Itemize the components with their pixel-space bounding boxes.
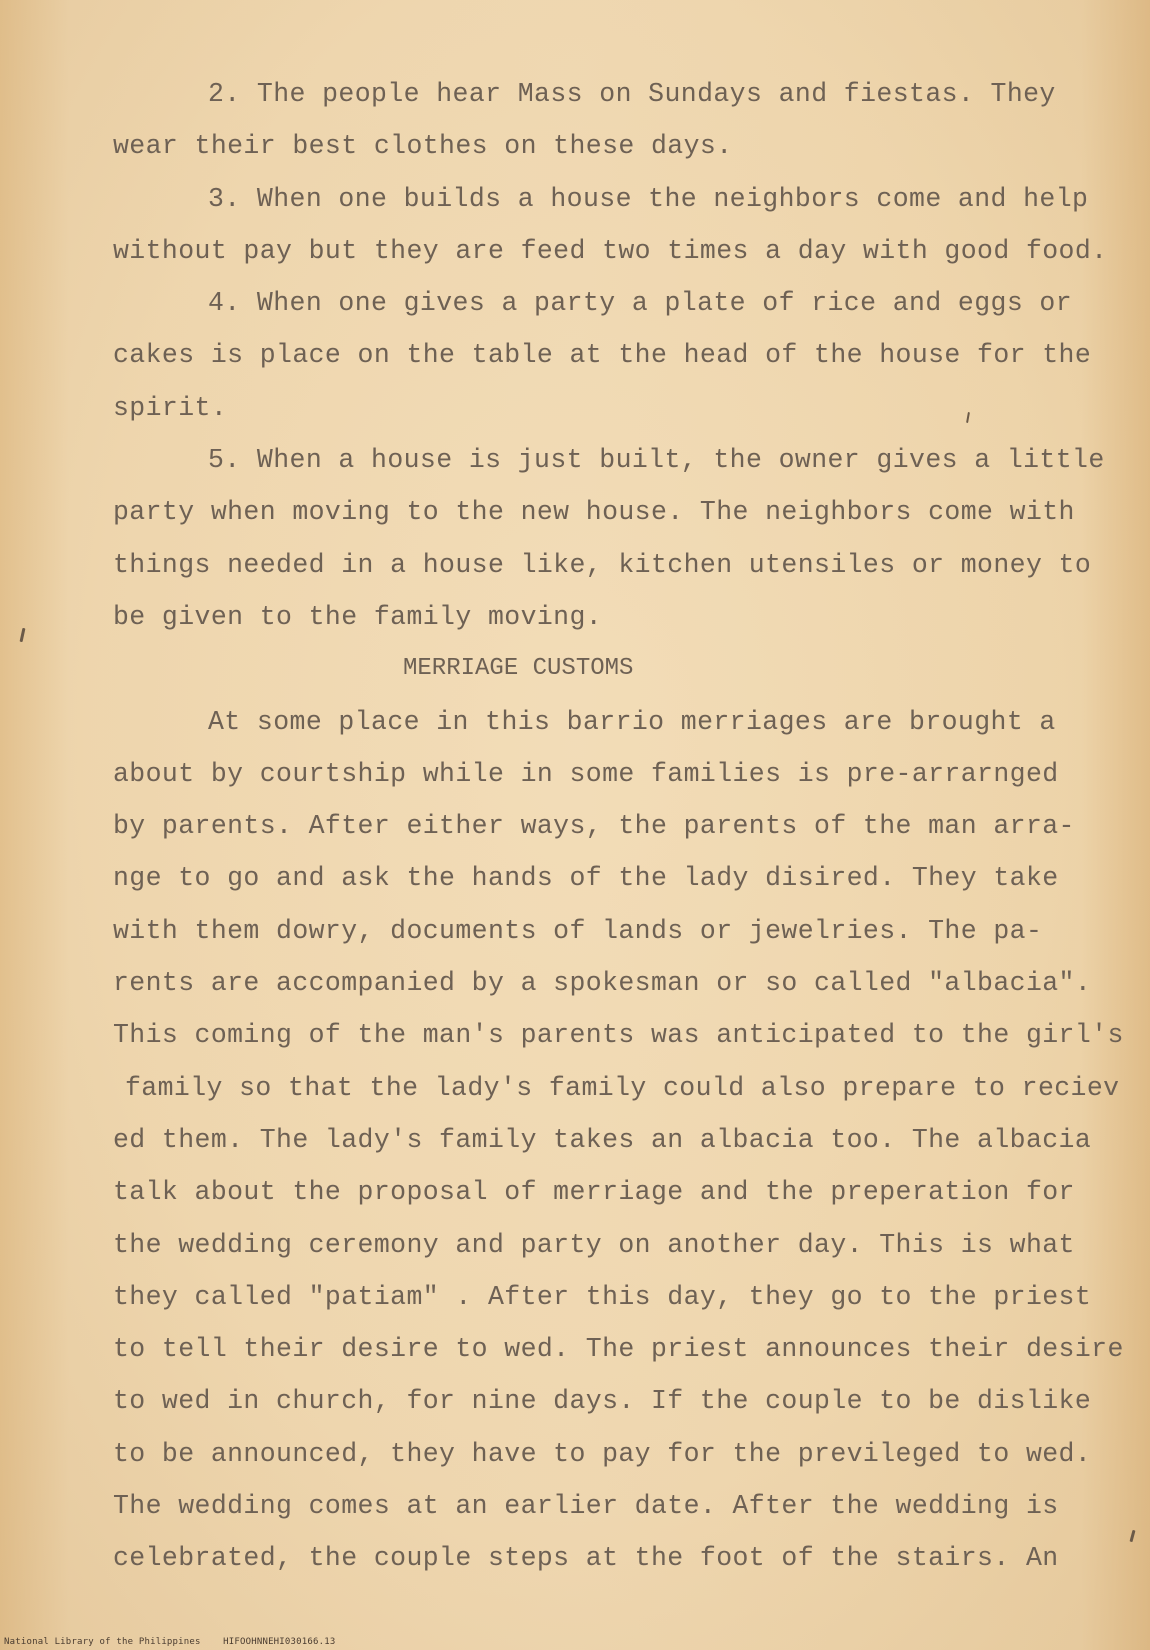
marriage-line-9: ed them. The lady's family takes an albacia too. The albacia	[113, 1124, 1092, 1155]
paragraph-4-line-2: cakes is place on the table at the head of the house for the	[113, 340, 1092, 371]
paragraph-5-line-2: party when moving to the new house. The neighbors come with	[113, 497, 1075, 528]
section-heading: MERRIAGE CUSTOMS	[403, 655, 634, 683]
paragraph-4-line-3: spirit.	[113, 392, 228, 423]
marriage-line-5: with them dowry, documents of lands or jewelries. The pa-	[113, 915, 1043, 946]
marriage-line-12: they called "patiam" . After this day, they go to the priest	[113, 1281, 1092, 1312]
marriage-line-16: The wedding comes at an earlier date. After the wedding is	[113, 1491, 1059, 1522]
paragraph-5-line-1: 5. When a house is just built, the owner gives a little	[208, 445, 1105, 476]
marriage-line-13: to tell their desire to wed. The priest announces their desire	[113, 1334, 1124, 1365]
marriage-line-8: family so that the lady's family could also prepare to reciev	[125, 1072, 1120, 1103]
paragraph-2-line-2: wear their best clothes on these days.	[113, 131, 733, 162]
marriage-line-15: to be announced, they have to pay for the previleged to wed.	[113, 1438, 1092, 1469]
marriage-line-4: nge to go and ask the hands of the lady disired. They take	[113, 863, 1059, 894]
marriage-line-7: This coming of the man's parents was anticipated to the girl's	[113, 1020, 1124, 1051]
paragraph-3-line-1: 3. When one builds a house the neighbors come and help	[208, 183, 1089, 214]
marriage-line-6: rents are accompanied by a spokesman or so called "albacia".	[113, 968, 1092, 999]
paragraph-4-line-1: 4. When one gives a party a plate of rice and eggs or	[208, 288, 1073, 319]
marriage-line-11: the wedding ceremony and party on another day. This is what	[113, 1229, 1075, 1260]
paragraph-5-line-3: things needed in a house like, kitchen utensiles or money to	[113, 549, 1092, 580]
archive-footer: National Library of the Philippines HIFOOHNNEHI030166.13	[4, 1637, 336, 1647]
marriage-line-14: to wed in church, for nine days. If the couple to be dislike	[113, 1386, 1092, 1417]
pencil-mark-left	[20, 628, 26, 642]
marriage-line-10: talk about the proposal of merriage and the preperation for	[113, 1177, 1075, 1208]
marriage-line-3: by parents. After either ways, the parents of the man arra-	[113, 811, 1075, 842]
paragraph-3-line-2: without pay but they are feed two times a day with good food.	[113, 235, 1108, 266]
paragraph-5-line-4: be given to the family moving.	[113, 601, 603, 632]
paragraph-2-line-1: 2. The people hear Mass on Sundays and fiestas. They	[208, 79, 1056, 109]
marriage-line-17: celebrated, the couple steps at the foot of the stairs. An	[113, 1543, 1059, 1574]
marriage-line-1: At some place in this barrio merriages are brought a	[208, 706, 1056, 737]
pencil-mark-edge	[1129, 1530, 1135, 1542]
marriage-line-2: about by courtship while in some families is pre-arrarnged	[113, 758, 1059, 789]
typed-text-body	[113, 68, 1124, 1585]
